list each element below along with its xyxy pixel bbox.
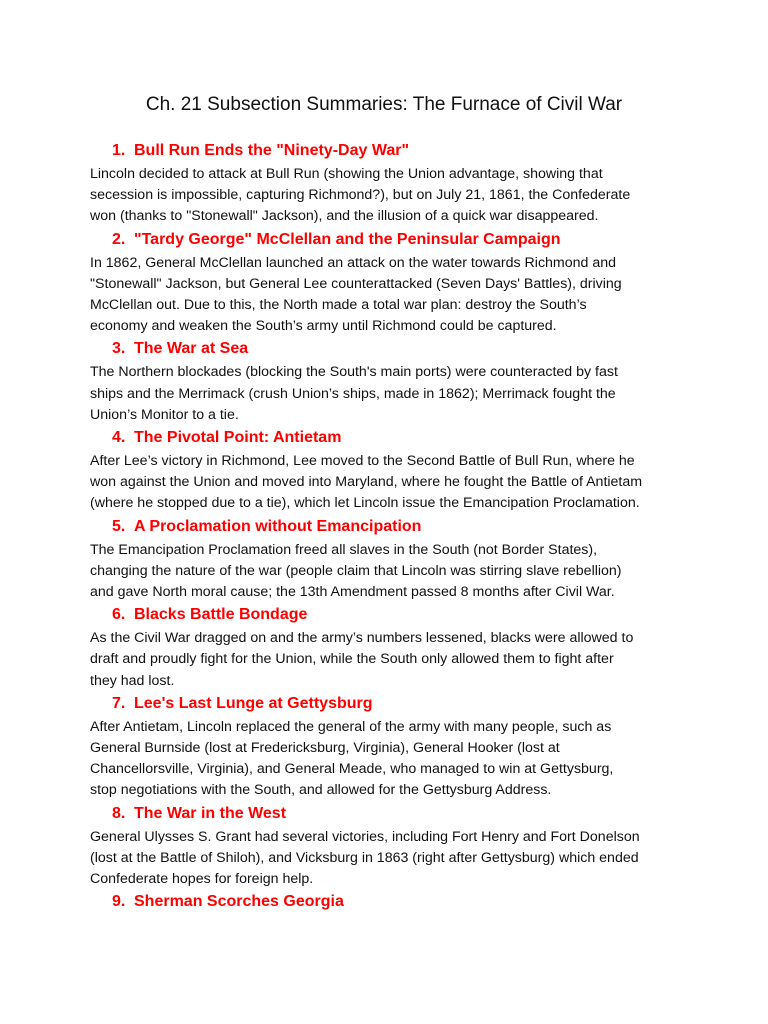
section-body-line: and gave North moral cause; the 13th Amendment passed 8 months after Civil War. [90, 584, 615, 601]
section-body-line: draft and proudly fight for the Union, while the South only allowed them to fight after [90, 651, 614, 668]
section-number: 1. [112, 142, 126, 159]
section-body [90, 362, 690, 426]
section-body-line: Lincoln decided to attack at Bull Run (showing the Union advantage, showing that [90, 166, 603, 182]
section-body-line: ships and the Merrimack (crush Union’s ships, made in 1862); Merrimack fought the [90, 385, 616, 402]
section-body-line: Chancellorsville, Virginia), and General Meade, who managed to win at Gettysburg, [90, 761, 614, 778]
section-heading-text: Lee's Last Lunge at Gettysburg [134, 694, 373, 712]
section-number: 2. [112, 230, 126, 248]
section-body [90, 164, 690, 228]
section-heading-text: The War at Sea [134, 340, 249, 358]
section-body-line: After Lee’s victory in Richmond, Lee moved to the Second Battle of Bull Run, where he [90, 453, 635, 470]
section-body [90, 628, 690, 692]
section-number: 4. [112, 429, 126, 447]
section-body [90, 451, 690, 515]
summary-section [90, 140, 690, 228]
section-body-line: changing the nature of the war (people claim that Lincoln was stirring slave rebellion) [90, 562, 622, 579]
summary-section [90, 891, 690, 913]
section-heading [112, 803, 690, 825]
section-body [90, 253, 690, 338]
section-body-line: won (thanks to "Stonewall" Jackson), and the illusion of a quick war disappeared. [90, 208, 599, 225]
section-heading [112, 427, 690, 449]
section-heading [112, 604, 690, 626]
section-number: 5. [112, 517, 126, 535]
section-body-line: McClellan out. Due to this, the North made a total war plan: destroy the South’s [90, 297, 587, 314]
section-heading-text: The War in the West [134, 804, 287, 822]
section-heading-text: Sherman Scorches Georgia [134, 893, 344, 911]
summary-section [90, 229, 690, 338]
section-heading [112, 229, 690, 251]
section-body-line: Union’s Monitor to a tie. [90, 406, 239, 423]
section-heading-text: A Proclamation without Emancipation [134, 517, 422, 535]
section-number: 6. [112, 606, 126, 624]
section-heading [112, 140, 690, 162]
section-heading-text: "Tardy George" McClellan and the Peninsular Campaign [134, 230, 561, 248]
section-heading [112, 516, 690, 538]
section-heading [112, 338, 690, 360]
summary-section [90, 338, 690, 426]
section-body-line: General Burnside (lost at Fredericksburg, Virginia), General Hooker (lost at [90, 740, 560, 757]
section-list [90, 140, 690, 915]
section-body-line: secession is impossible, capturing Richmond?), but on July 21, 1861, the Confederate [90, 187, 631, 204]
section-number: 8. [112, 804, 126, 822]
summary-section [90, 693, 690, 802]
section-body-line: (lost at the Battle of Shiloh), and Vicksburg in 1863 (right after Gettysburg) which ended [90, 849, 639, 866]
section-number: 7. [112, 694, 126, 712]
summary-section [90, 427, 690, 515]
section-body-line: The Emancipation Proclamation freed all slaves in the South (not Border States), [90, 541, 598, 558]
section-heading-text: Blacks Battle Bondage [134, 606, 308, 624]
section-body-line: economy and weaken the South’s army until Richmond could be captured. [90, 318, 557, 335]
section-body-line: won against the Union and moved into Maryland, where he fought the Battle of Antietam [90, 474, 643, 491]
section-body-line: stop negotiations with the South, and allowed for the Gettysburg Address. [90, 782, 552, 799]
summary-section [90, 803, 690, 891]
section-body-line: they had lost. [90, 672, 175, 689]
section-body-line: In 1862, General McClellan launched an attack on the water towards Richmond and [90, 254, 617, 271]
section-body-line: After Antietam, Lincoln replaced the general of the army with many people, such as [90, 718, 612, 735]
section-number: 3. [112, 340, 126, 358]
summary-section [90, 604, 690, 692]
section-body [90, 717, 690, 802]
section-body-line: (where he stopped due to a tie), which let Lincoln issue the Emancipation Proclamation. [90, 495, 640, 512]
section-body [90, 540, 690, 604]
section-body-line: As the Civil War dragged on and the army’s numbers lessened, blacks were allowed to [90, 630, 634, 647]
section-heading-text: Bull Run Ends the "Ninety-Day War" [134, 142, 410, 159]
section-body-line: Confederate hopes for foreign help. [90, 871, 314, 888]
section-body [90, 827, 690, 891]
document-title: Ch. 21 Subsection Summaries: The Furnace of Civil War [145, 94, 623, 115]
section-number: 9. [112, 893, 126, 911]
section-body-line: General Ulysses S. Grant had several victories, including Fort Henry and Fort Donelson [90, 828, 640, 845]
summary-section [90, 516, 690, 604]
section-body-line: The Northern blockades (blocking the South's main ports) were counteracted by fast [90, 364, 618, 381]
section-heading-text: The Pivotal Point: Antietam [134, 429, 342, 447]
section-heading [112, 693, 690, 715]
section-body-line: "Stonewall" Jackson, but General Lee counterattacked (Seven Days' Battles), driving [90, 275, 622, 292]
section-heading [112, 891, 690, 913]
